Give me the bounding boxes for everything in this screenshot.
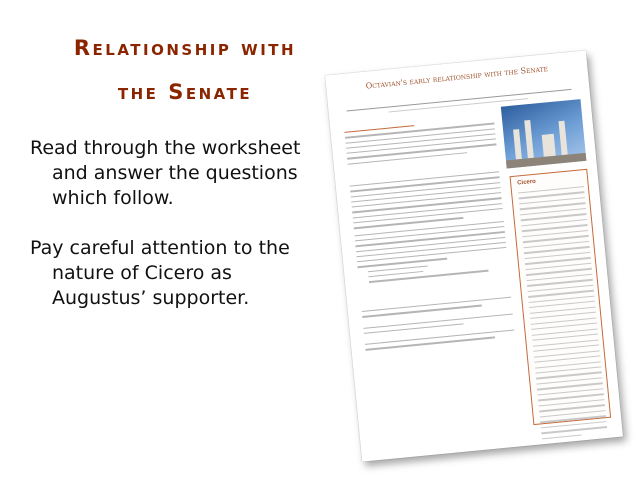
worksheet-page — [325, 50, 623, 461]
worksheet-photo-ruins — [501, 99, 587, 168]
worksheet-body-text — [350, 171, 509, 288]
body-text — [30, 136, 330, 311]
paragraph-instructions: Read through the worksheet and answer the questions which follow. — [30, 137, 301, 209]
title-line-1: Relationship with — [73, 36, 297, 60]
slide-title — [20, 26, 350, 114]
sidebar-text — [518, 186, 608, 443]
worksheet-image — [325, 50, 623, 461]
worksheet-cicero-sidebar — [510, 169, 612, 425]
sidebar-title: Cicero — [516, 178, 537, 187]
worksheet-intro-text — [345, 117, 498, 168]
paragraph-guidance: Pay careful attention to the nature of Cicero as Augustus’ supporter. — [30, 237, 290, 309]
worksheet-heading: Octavian's early relationship with the Senate — [344, 62, 572, 112]
title-line-2: the Senate — [117, 80, 253, 104]
worksheet-questions — [362, 297, 516, 355]
